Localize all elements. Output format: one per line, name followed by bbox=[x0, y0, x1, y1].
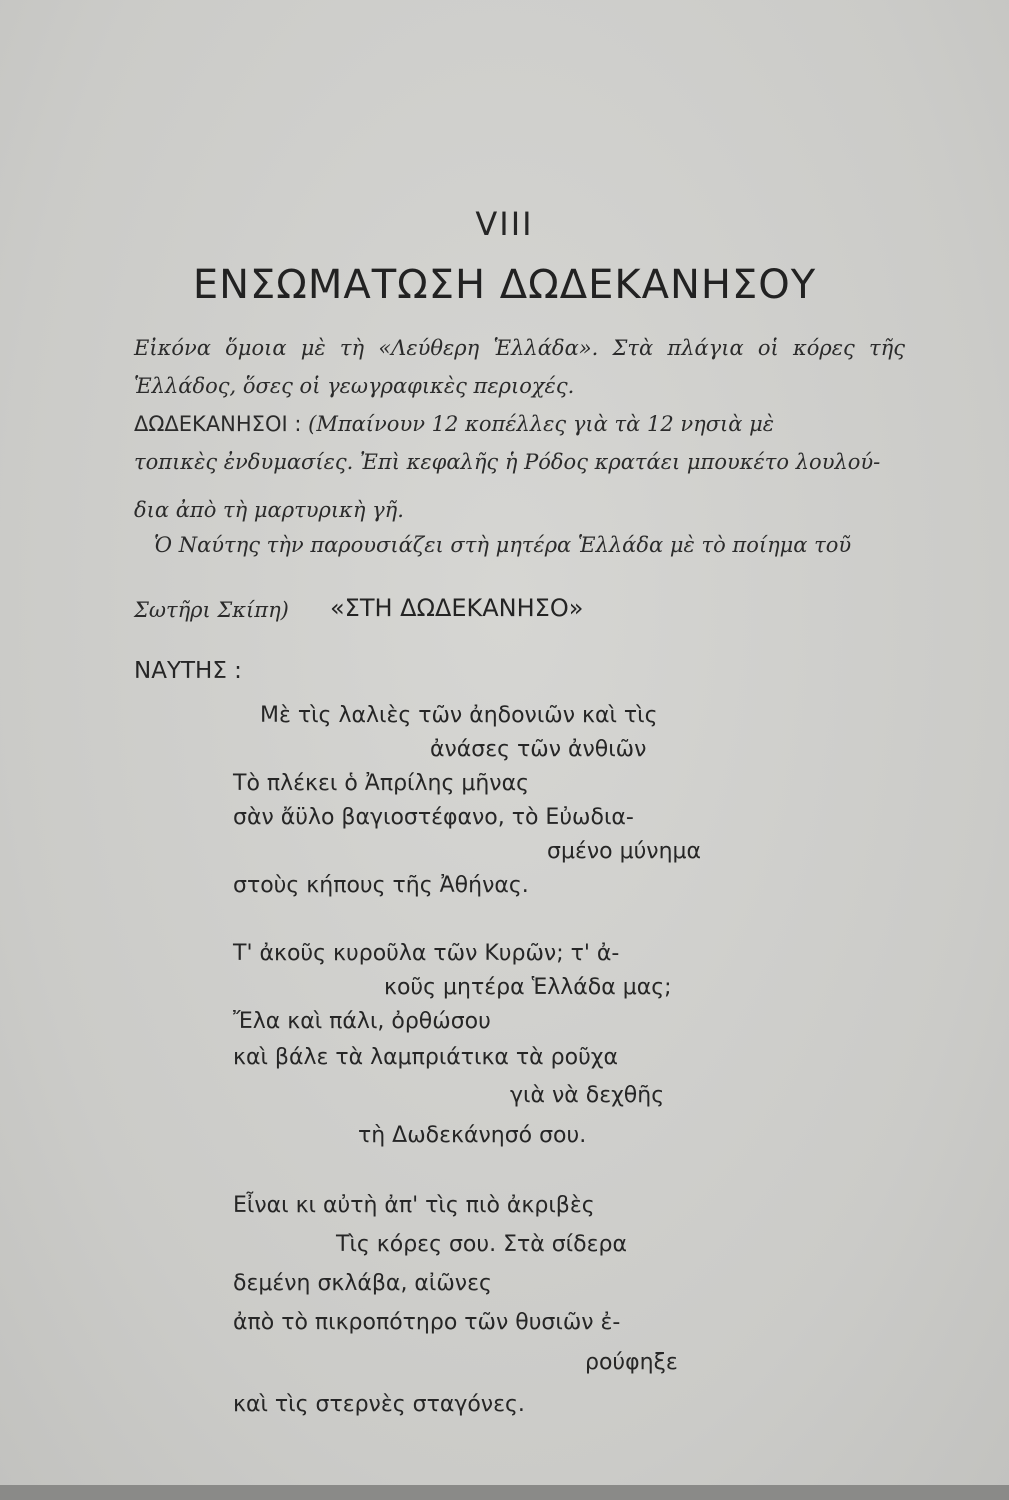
intro-author: Σωτῆρι Σκίπη) bbox=[134, 598, 289, 622]
intro-speaker-label: ΔΩΔΕΚΑΝΗΣΟΙ : bbox=[134, 412, 302, 436]
poem-title: «ΣΤΗ ΔΩΔΕΚΑΝΗΣΟ» bbox=[330, 594, 584, 622]
intro-line-1: Εἰκόνα ὅμοια μὲ τὴ «Λεύθερη Ἑλλάδα». Στὰ πλάγια οἱ κόρες τῆς bbox=[134, 336, 905, 360]
poem-line: δεμένη σκλάβα, αἰῶνες bbox=[233, 1271, 492, 1296]
page-bottom-edge bbox=[0, 1485, 1009, 1500]
poem-line: Τὸ πλέκει ὁ Ἀπρίλης μῆνας bbox=[233, 771, 530, 796]
intro-line-6: Ὁ Ναύτης τὴν παρουσιάζει στὴ μητέρα Ἑλλάδα μὲ τὸ ποίημα τοῦ bbox=[154, 533, 852, 557]
poem-line: στοὺς κήπους τῆς Ἀθήνας. bbox=[233, 873, 529, 898]
poem-line: σμένο μύνημα bbox=[547, 839, 702, 864]
poem-line: γιὰ νὰ δεχθῆς bbox=[510, 1083, 665, 1108]
intro-line-3 bbox=[134, 412, 774, 436]
poem-line: σὰν ἄϋλο βαγιοστέφανο, τὸ Εὐωδια- bbox=[233, 805, 634, 830]
poem-line: καὶ βάλε τὰ λαμπριάτικα τὰ ροῦχα bbox=[233, 1045, 619, 1070]
poem-line: Τὶς κόρες σου. Στὰ σίδερα bbox=[336, 1232, 627, 1257]
poem-line: κοῦς μητέρα Ἑλλάδα μας; bbox=[384, 975, 672, 1000]
intro-line-3-text: (Μπαίνουν 12 κοπέλλες γιὰ τὰ 12 νησιὰ μὲ bbox=[308, 412, 775, 436]
intro-line-5: δια ἀπὸ τὴ μαρτυρικὴ γῆ. bbox=[134, 498, 404, 522]
chapter-title: ΕΝΣΩΜΑΤΩΣΗ ΔΩΔΕΚΑΝΗΣΟΥ bbox=[192, 262, 817, 308]
poem-line: ἀπὸ τὸ πικροπότηρο τῶν θυσιῶν ἐ- bbox=[233, 1310, 621, 1335]
poem-line: ἀνάσες τῶν ἀνθιῶν bbox=[430, 737, 647, 762]
poem-line: καὶ τὶς στερνὲς σταγόνες. bbox=[233, 1392, 525, 1417]
poem-line: ρούφηξε bbox=[585, 1350, 678, 1375]
intro-line-4: τοπικὲς ἐνδυμασίες. Ἐπὶ κεφαλῆς ἡ Ρόδος κρατάει μπουκέτο λουλού- bbox=[134, 450, 881, 474]
poem-line: Μὲ τὶς λαλιὲς τῶν ἀηδονιῶν καὶ τὶς bbox=[260, 703, 658, 728]
poem-line: Τ' ἀκοῦς κυροῦλα τῶν Κυρῶν; τ' ἀ- bbox=[233, 941, 620, 966]
poem-line: Ἔλα καὶ πάλι, ὀρθώσου bbox=[233, 1009, 491, 1034]
section-number: VIII bbox=[475, 205, 534, 243]
speaker-label: ΝΑΥΤΗΣ : bbox=[134, 658, 242, 684]
intro-line-2: Ἑλλάδος, ὅσες οἱ γεωγραφικὲς περιοχές. bbox=[134, 374, 575, 398]
poem-line: τὴ Δωδεκάνησό σου. bbox=[358, 1123, 587, 1148]
poem-line: Εἶναι κι αὐτὴ ἀπ' τὶς πιὸ ἀκριβὲς bbox=[233, 1193, 595, 1218]
